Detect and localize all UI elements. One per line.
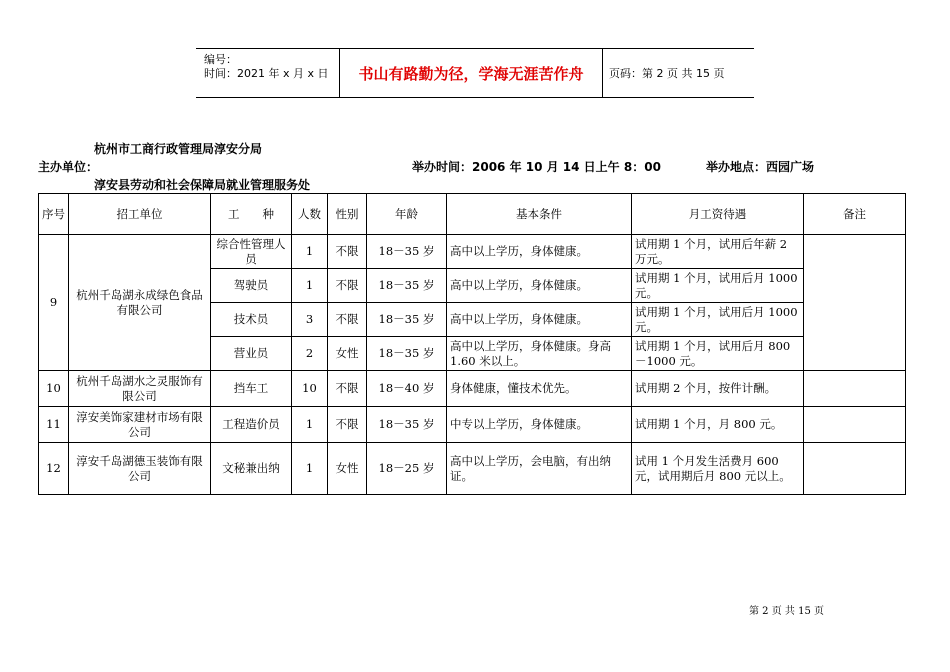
cell-job: 综合性管理人员 (211, 235, 292, 269)
cell-count: 1 (292, 407, 328, 443)
header-seq: 序号 (39, 194, 69, 235)
organizer-2: 淳安县劳动和社会保障局就业管理服务处 (94, 178, 311, 192)
cell-unit: 杭州千岛湖永成绿色食品有限公司 (69, 235, 211, 371)
cell-gender: 不限 (328, 235, 367, 269)
cell-count: 3 (292, 303, 328, 337)
cell-seq: 10 (39, 371, 69, 407)
cell-count: 1 (292, 235, 328, 269)
number-label: 编号： (204, 53, 237, 66)
header-age: 年龄 (367, 194, 447, 235)
cell-age: 18－35 岁 (367, 269, 447, 303)
cell-age: 18－40 岁 (367, 371, 447, 407)
event-time: 举办时间：2006 年 10 月 14 日上午 8：00 (412, 160, 661, 174)
header-count: 人数 (292, 194, 328, 235)
cell-job: 驾驶员 (211, 269, 292, 303)
cell-count: 1 (292, 269, 328, 303)
cell-job: 工程造价员 (211, 407, 292, 443)
cell-count: 2 (292, 337, 328, 371)
time-label: 时间：2021 年 x 月 x 日 (204, 67, 329, 80)
page-label: 页码：第 2 页 共 15 页 (609, 67, 725, 80)
cell-salary: 试用期 1 个月，试用后月 1000 元。 (632, 269, 804, 303)
page-footer: 第 2 页 共 15 页 (749, 606, 824, 617)
cell-conditions: 高中以上学历，会电脑，有出纳证。 (447, 443, 632, 495)
cell-remark (804, 443, 906, 495)
header-remark: 备注 (804, 194, 906, 235)
table-row (39, 235, 906, 269)
organizer-1: 杭州市工商行政管理局淳安分局 (94, 142, 263, 156)
cell-job: 挡车工 (211, 371, 292, 407)
cell-unit: 杭州千岛湖水之灵服饰有限公司 (69, 371, 211, 407)
cell-gender: 女性 (328, 443, 367, 495)
cell-age: 18－35 岁 (367, 337, 447, 371)
motto: 书山有路勤为径，学海无涯苦作舟 (339, 49, 603, 97)
cell-salary: 试用 1 个月发生活费月 600 元，试用期后月 800 元以上。 (632, 443, 804, 495)
cell-gender: 不限 (328, 407, 367, 443)
table-row (39, 407, 906, 443)
cell-conditions: 高中以上学历，身体健康。 (447, 269, 632, 303)
cell-conditions: 高中以上学历，身体健康。身高 1.60 米以上。 (447, 337, 632, 371)
cell-gender: 不限 (328, 303, 367, 337)
event-place: 举办地点：西园广场 (706, 160, 815, 174)
cell-count: 10 (292, 371, 328, 407)
cell-age: 18－25 岁 (367, 443, 447, 495)
cell-unit: 淳安美饰家建材市场有限公司 (69, 407, 211, 443)
cell-job: 技术员 (211, 303, 292, 337)
cell-remark (804, 235, 906, 371)
cell-gender: 不限 (328, 269, 367, 303)
header-job: 工 种 (211, 194, 292, 235)
cell-salary: 试用期 1 个月，试用后年薪 2 万元。 (632, 235, 804, 269)
cell-count: 1 (292, 443, 328, 495)
cell-conditions: 高中以上学历，身体健康。 (447, 303, 632, 337)
cell-age: 18－35 岁 (367, 235, 447, 269)
header-meta (196, 49, 339, 97)
table-row (39, 443, 906, 495)
cell-seq: 9 (39, 235, 69, 371)
recruitment-table (38, 193, 906, 495)
cell-job: 文秘兼出纳 (211, 443, 292, 495)
cell-unit: 淳安千岛湖德玉装饰有限公司 (69, 443, 211, 495)
header-unit: 招工单位 (69, 194, 211, 235)
cell-remark (804, 407, 906, 443)
cell-salary: 试用期 1 个月，试用后月 800－1000 元。 (632, 337, 804, 371)
header-conditions: 基本条件 (447, 194, 632, 235)
cell-age: 18－35 岁 (367, 303, 447, 337)
cell-conditions: 中专以上学历，身体健康。 (447, 407, 632, 443)
cell-conditions: 身体健康，懂技术优先。 (447, 371, 632, 407)
cell-age: 18－35 岁 (367, 407, 447, 443)
table-row (39, 371, 906, 407)
sponsor-label: 主办单位： (38, 160, 99, 174)
cell-gender: 不限 (328, 371, 367, 407)
cell-remark (804, 371, 906, 407)
cell-seq: 11 (39, 407, 69, 443)
table-header-row (39, 194, 906, 235)
header-gender: 性别 (328, 194, 367, 235)
cell-salary: 试用期 1 个月，试用后月 1000 元。 (632, 303, 804, 337)
cell-job: 营业员 (211, 337, 292, 371)
cell-salary: 试用期 2 个月，按件计酬。 (632, 371, 804, 407)
page-header (196, 48, 754, 98)
cell-seq: 12 (39, 443, 69, 495)
cell-salary: 试用期 1 个月，月 800 元。 (632, 407, 804, 443)
cell-gender: 女性 (328, 337, 367, 371)
header-salary: 月工资待遇 (632, 194, 804, 235)
cell-conditions: 高中以上学历，身体健康。 (447, 235, 632, 269)
